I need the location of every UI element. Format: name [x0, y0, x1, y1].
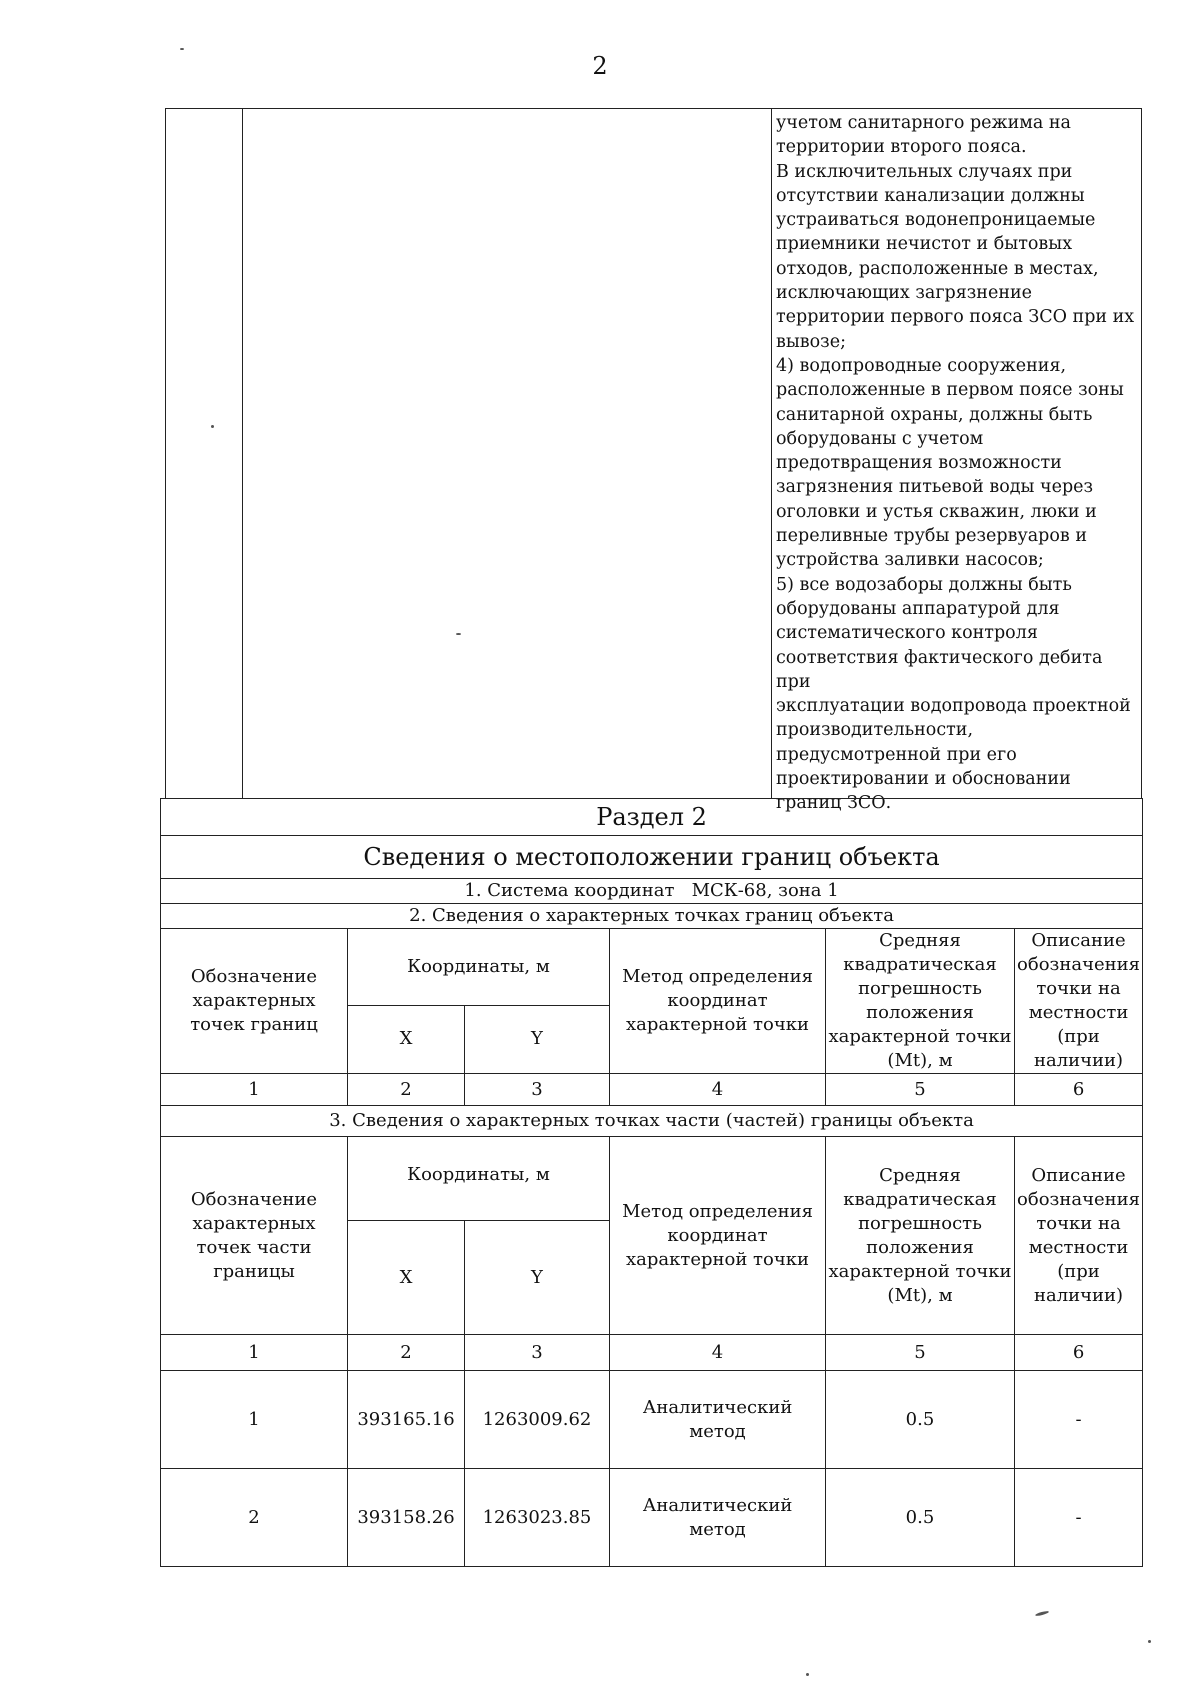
section-2-table	[160, 798, 1143, 1567]
point-error: 0.5	[826, 1371, 1015, 1469]
page-number: 2	[592, 52, 608, 80]
t1-col-number: 2	[348, 1074, 465, 1106]
t2-col-number: 3	[465, 1335, 610, 1371]
column-divider	[242, 109, 243, 798]
t1-header-y: Y	[465, 1005, 610, 1073]
t1-col-number: 6	[1015, 1074, 1143, 1106]
point-x: 393158.26	[348, 1469, 465, 1567]
t2-col-number: 2	[348, 1335, 465, 1371]
t2-col-number: 1	[161, 1335, 348, 1371]
scan-speck	[456, 633, 461, 635]
t1-header-coordinates: Координаты, м	[348, 929, 610, 1006]
t1-col-number: 4	[610, 1074, 826, 1106]
t1-header-description: Описание обозначения точки на местности (при наличии)	[1015, 929, 1143, 1074]
coordinate-system-value: МСК-68, зона 1	[691, 880, 839, 901]
t2-col-number: 5	[826, 1335, 1015, 1371]
point-id: 1	[161, 1371, 348, 1469]
t2-header-y: Y	[465, 1221, 610, 1335]
t1-col-number: 5	[826, 1074, 1015, 1106]
t2-col-number: 4	[610, 1335, 826, 1371]
point-error: 0.5	[826, 1469, 1015, 1567]
points-heading: 2. Сведения о характерных точках границ объекта	[161, 904, 1143, 929]
t2-header-coordinates: Координаты, м	[348, 1137, 610, 1221]
section-title: Раздел 2	[161, 799, 1143, 836]
coordinate-system-row	[161, 879, 1143, 904]
t1-col-number: 3	[465, 1074, 610, 1106]
point-description: -	[1015, 1371, 1143, 1469]
t1-header-x: X	[348, 1005, 465, 1073]
t2-header-designation: Обозначение характерных точек части границы	[161, 1137, 348, 1335]
t2-col-number: 6	[1015, 1335, 1143, 1371]
top-cell-text: учетом санитарного режима на территории второго пояса. В исключительных случаях при отсутствии канализации должны устраиваться водонепроницаемые приемники нечистот и бытовых отходов, расположенные в местах, исключающих загрязнение территории первого пояса ЗСО при их вывозе; 4) водопроводные сооружения, расположенные в первом поясе зоны санитарной охраны, должны быть оборудованы с учетом предотвращения возможности загрязнения питьевой воды через оголовки и устья скважин, люки и переливные трубы резервуаров и устройства заливки насосов; 5) все водозаборы должны быть оборудованы аппаратурой для систематического контроля соответствия фактического дебита при эксплуатации водопровода проектной производительности, предусмотренной при его проектировании и обосновании границ ЗСО.	[776, 113, 1135, 814]
scan-speck	[1148, 1640, 1151, 1643]
t1-header-method: Метод определения координат характерной точки	[610, 929, 826, 1074]
point-id: 2	[161, 1469, 348, 1567]
t2-header-method: Метод определения координат характерной точки	[610, 1137, 826, 1335]
column-divider	[771, 109, 772, 798]
point-description: -	[1015, 1469, 1143, 1567]
parts-heading: 3. Сведения о характерных точках части (частей) границы объекта	[161, 1106, 1143, 1137]
t1-header-designation: Обозначение характерных точек границ	[161, 929, 348, 1074]
t2-header-error: Средняя квадратическая погрешность положения характерной точки (Mt), м	[826, 1137, 1015, 1335]
t2-header-x: X	[348, 1221, 465, 1335]
point-y: 1263009.62	[465, 1371, 610, 1469]
scan-mark	[1035, 1610, 1049, 1617]
point-x: 393165.16	[348, 1371, 465, 1469]
point-method: Аналитический метод	[610, 1371, 826, 1469]
top-continuation-table	[165, 108, 1142, 814]
point-method: Аналитический метод	[610, 1469, 826, 1567]
scan-speck	[180, 48, 184, 50]
coordinate-system-label: 1. Система координат	[464, 880, 675, 901]
t1-header-error: Средняя квадратическая погрешность положения характерной точки (Mt), м	[826, 929, 1015, 1074]
table-row	[161, 1371, 1143, 1469]
section-subtitle: Сведения о местоположении границ объекта	[161, 836, 1143, 879]
scan-speck	[211, 425, 214, 428]
t1-col-number: 1	[161, 1074, 348, 1106]
table-row	[161, 1469, 1143, 1567]
scan-speck	[806, 1673, 809, 1676]
t2-header-description: Описание обозначения точки на местности (при наличии)	[1015, 1137, 1143, 1335]
point-y: 1263023.85	[465, 1469, 610, 1567]
